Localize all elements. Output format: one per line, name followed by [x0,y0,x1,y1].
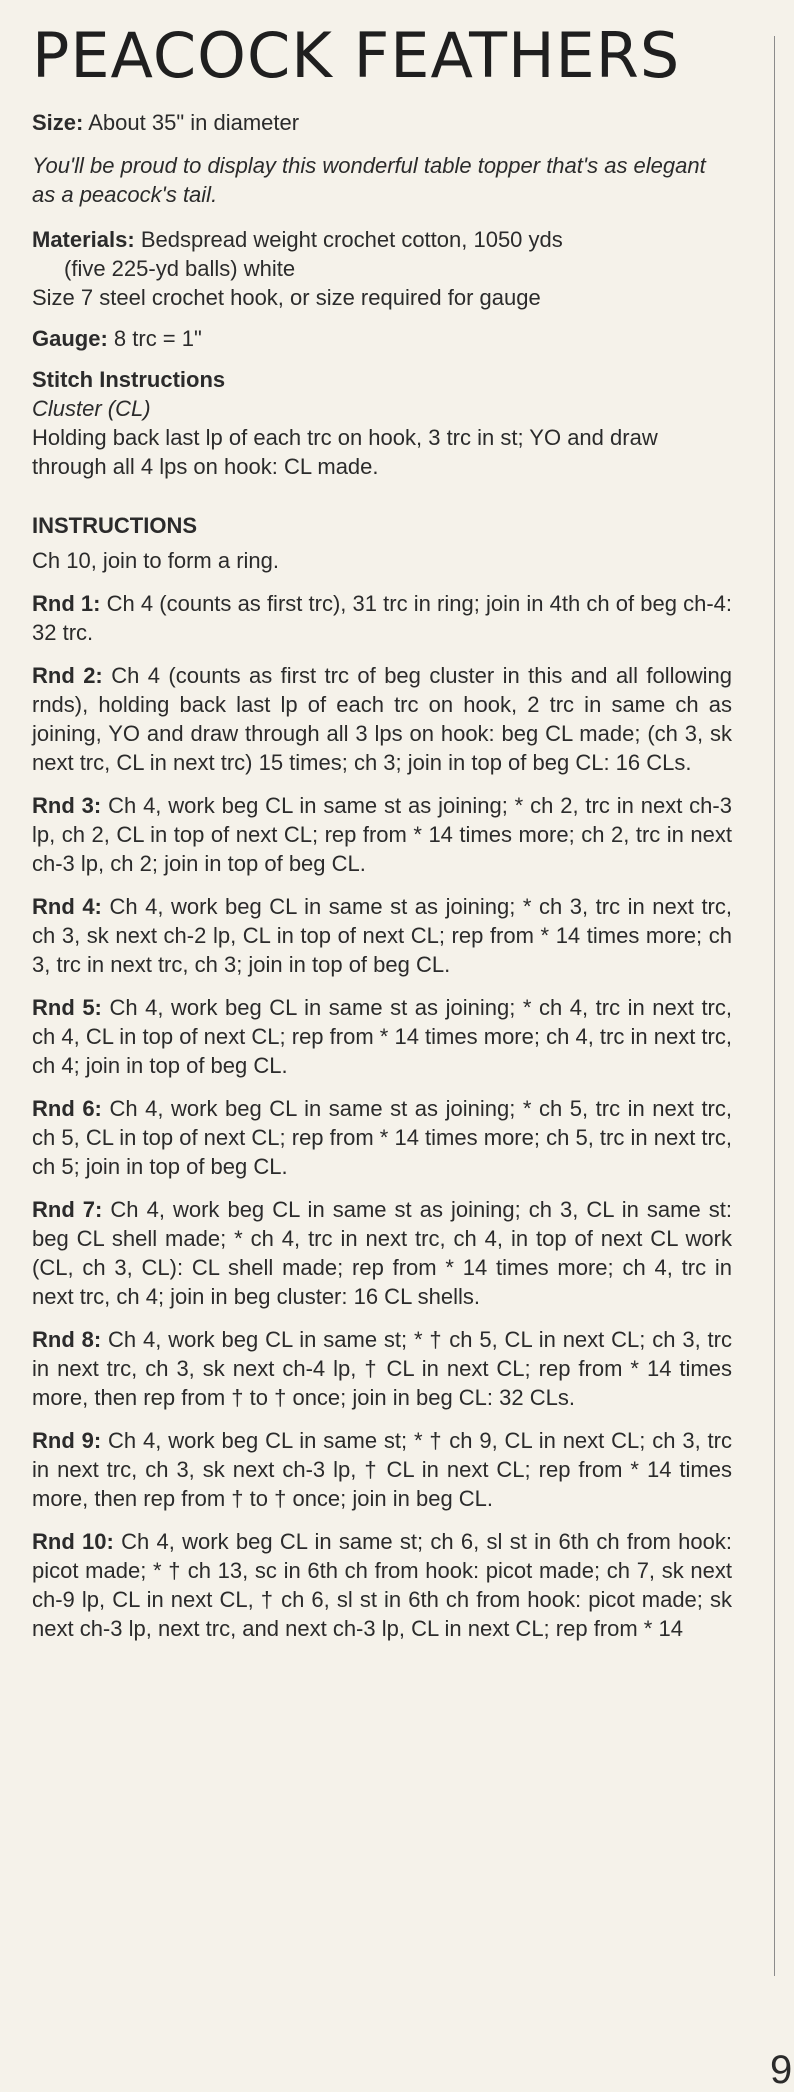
round-text: Ch 4, work beg CL in same st as joining; * ch 2, trc in next ch-3 lp, ch 2, CL in top of next CL; rep from * 14 times more; ch 2, trc in next ch-3 lp, ch 2; join in top of beg CL. [32,793,732,876]
round-text: Ch 4, work beg CL in same st; * † ch 5, CL in next CL; ch 3, trc in next trc, ch 3, sk next ch-4 lp, † CL in next CL; rep from * 14 times more, then rep from † to † once; join in beg CL: 32 CLs. [32,1327,732,1410]
size-label: Size: [32,110,84,135]
instructions-heading: INSTRUCTIONS [32,513,197,538]
gauge-label: Gauge: [32,326,108,351]
round-label: Rnd 3: [32,793,102,818]
rounds-list [32,589,732,1643]
round-7 [32,1195,732,1311]
round-text: Ch 4, work beg CL in same st as joining; * ch 3, trc in next trc, ch 3, sk next ch-2 lp, CL in top of next CL; rep from * 14 times more; ch 3, trc in next trc, ch 3; join in top of beg CL. [32,894,732,977]
start-line: Ch 10, join to form a ring. [32,548,280,573]
round-6 [32,1094,732,1181]
size-value: About 35" in diameter [83,110,300,135]
gauge-value: 8 trc = 1" [107,326,202,351]
round-label: Rnd 10: [32,1529,114,1554]
round-8 [32,1325,732,1412]
round-label: Rnd 5: [32,995,102,1020]
round-label: Rnd 2: [32,663,103,688]
round-label: Rnd 4: [32,894,102,919]
round-3 [32,791,732,878]
round-label: Rnd 1: [32,591,101,616]
page-number: 9 [770,2048,793,2092]
round-label: Rnd 9: [32,1428,102,1453]
stitch-name: Cluster (CL) [32,396,151,421]
stitch-heading: Stitch Instructions [32,367,226,392]
round-2 [32,661,732,777]
round-5 [32,993,732,1080]
round-label: Rnd 8: [32,1327,102,1352]
round-text: Ch 4, work beg CL in same st as joining; ch 3, CL in same st: beg CL shell made; * ch 4, trc in next trc, ch 4, in top of next CL work (CL, ch 3, CL): CL shell made; rep from * 14 times more; ch 4, trc in next trc, ch 4; join in beg cluster: 16 CL shells. [32,1197,732,1309]
round-text: Ch 4 (counts as first trc), 31 trc in ring; join in 4th ch of beg ch-4: 32 trc. [32,591,732,645]
round-label: Rnd 7: [32,1197,103,1222]
round-label: Rnd 6: [32,1096,102,1121]
round-4 [32,892,732,979]
pattern-column [32,20,732,1657]
gauge-line [32,324,732,353]
round-9 [32,1426,732,1513]
materials-line [32,225,732,254]
materials-value: Bedspread weight crochet cotton, 1050 yds [134,227,563,252]
round-text: Ch 4, work beg CL in same st; * † ch 9, CL in next CL; ch 3, trc in next trc, ch 3, sk next ch-3 lp, † CL in next CL; rep from * 14 times more, then rep from † to † once; join in beg CL. [32,1428,732,1511]
materials-continuation: (five 225-yd balls) white [64,256,296,281]
round-text: Ch 4 (counts as first trc of beg cluster in this and all following rnds), holding back last lp of each trc on hook, 2 trc in same ch as joining, YO and draw through all 3 lps on hook: beg CL made; (ch 3, sk next trc, CL in next trc) 15 times; ch 3; join in top of beg CL: 16 CLs. [32,663,732,775]
hook-line: Size 7 steel crochet hook, or size required for gauge [32,285,541,310]
stitch-text: Holding back last lp of each trc on hook, 3 trc in st; YO and draw through all 4 lps on hook: CL made. [32,425,658,479]
intro-text: You'll be proud to display this wonderful table topper that's as elegant as a peacock's tail. [32,153,706,207]
round-text: Ch 4, work beg CL in same st as joining; * ch 5, trc in next trc, ch 5, CL in top of next CL; rep from * 14 times more; ch 5, trc in next trc, ch 5; join in top of beg CL. [32,1096,732,1179]
page-title: PEACOCK FEATHERS [32,19,681,92]
round-text: Ch 4, work beg CL in same st as joining; * ch 4, trc in next trc, ch 4, CL in top of next CL; rep from * 14 times more; ch 4, trc in next trc, ch 4; join in top of beg CL. [32,995,732,1078]
round-10 [32,1527,732,1643]
round-1 [32,589,732,647]
round-text: Ch 4, work beg CL in same st; ch 6, sl st in 6th ch from hook: picot made; * † ch 13, sc in 6th ch from hook: picot made; ch 7, sk next ch-9 lp, CL in next CL, † ch 6, sl st in 6th ch from hook: picot made; sk next ch-3 lp, next trc, and next ch-3 lp, CL in next CL; rep from * 14 [32,1529,732,1641]
size-line [32,108,732,137]
column-rule [774,36,775,1976]
materials-label: Materials: [32,227,135,252]
